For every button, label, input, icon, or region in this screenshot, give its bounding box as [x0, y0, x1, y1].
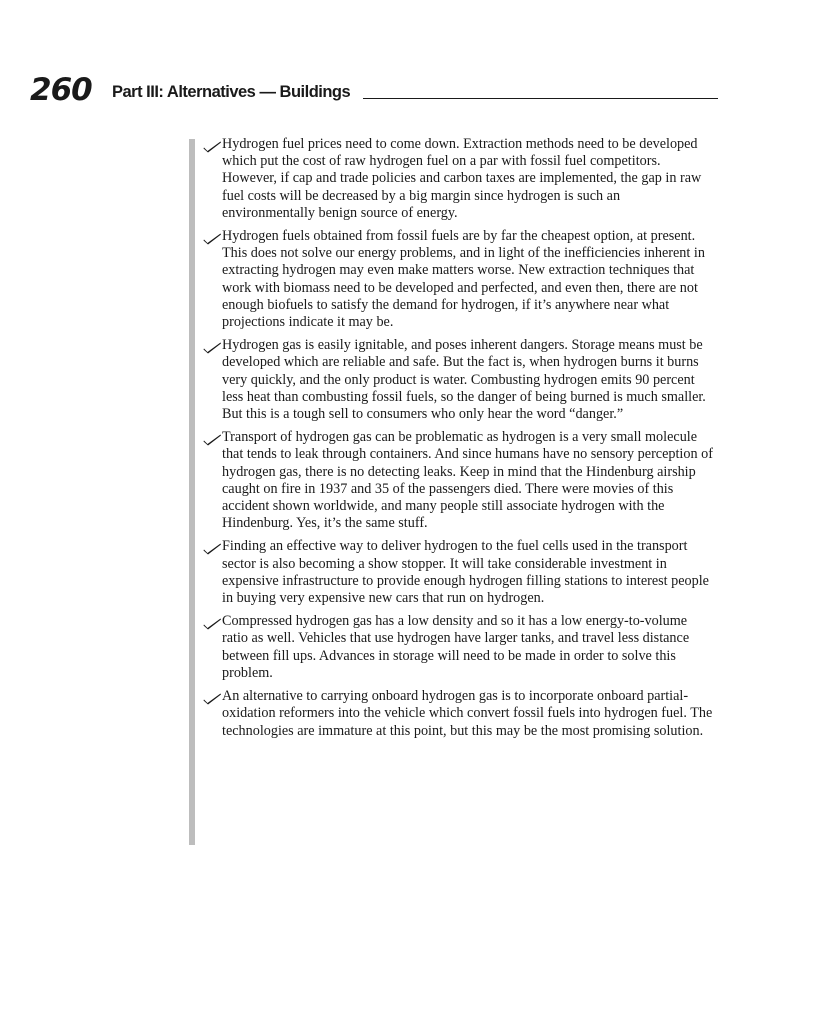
list-item-text: Finding an effective way to deliver hydrogen to the fuel cells used in the transport sector is also becoming a show stopper. It will take considerable investment in expensive infrastructure to provide enough hydrogen filling stations to interest people in buying very expensive new cars that run on hydrogen. [222, 538, 709, 607]
bullet-list [203, 136, 713, 746]
list-item [203, 613, 713, 682]
check-mark-icon [203, 140, 222, 153]
page-number: 260 [30, 72, 92, 108]
list-item-text: Hydrogen fuels obtained from fossil fuels are by far the cheapest option, at present. This does not solve our energy problems, and in light of the inefficiencies inherent in extracting hydrogen may even make matters worse. New extraction techniques that work with biomass need to be developed and perfected, and even then, there are not enough biofuels to satisfy the demand for hydrogen, if it’s anywhere near what projections indicate it may be. [222, 228, 705, 331]
check-mark-icon [203, 542, 222, 555]
check-mark-icon [203, 341, 222, 354]
list-item-text: Transport of hydrogen gas can be problematic as hydrogen is a very small molecule that tends to leak through containers. And since humans have no sensory perception of hydrogen gas, there is no detecting leaks. Keep in mind that the Hindenburg airship caught on fire in 1937 and 35 of the passengers died. There were movies of this accident shown worldwide, and many people still associate hydrogen with the Hindenburg. Yes, it’s the same stuff. [222, 429, 713, 532]
list-item-text: An alternative to carrying onboard hydrogen gas is to incorporate onboard partial-oxidation reformers into the vehicle which convert fossil fuels into hydrogen fuel. The technologies are immature at this point, but this may be the most promising solution. [222, 688, 713, 739]
list-item [203, 429, 713, 532]
list-item [203, 688, 713, 740]
list-item [203, 228, 713, 331]
header-rule [363, 98, 718, 99]
list-item [203, 136, 713, 222]
list-item [203, 337, 713, 423]
running-head: Part III: Alternatives — Buildings [112, 83, 351, 101]
check-mark-icon [203, 433, 222, 446]
list-item [203, 538, 713, 607]
sidebar-margin-bar [189, 139, 195, 845]
check-mark-icon [203, 232, 222, 245]
list-item-text: Compressed hydrogen gas has a low density and so it has a low energy-to-volume ratio as well. Vehicles that use hydrogen have larger tanks, and travel less distance between fill ups. Advances in storage will need to be made in order to solve this problem. [222, 613, 690, 681]
list-item-text: Hydrogen gas is easily ignitable, and poses inherent dangers. Storage means must be developed which are reliable and safe. But the fact is, when hydrogen burns it burns very quickly, and the only product is water. Combusting hydrogen emits 90 percent less heat than combusting fossil fuels, so the danger of being burned is much smaller. But this is a tough sell to consumers who only hear the word “danger.” [222, 337, 706, 423]
check-mark-icon [203, 617, 222, 630]
list-item-text: Hydrogen fuel prices need to come down. Extraction methods need to be developed which put the cost of raw hydrogen fuel on a par with fossil fuel competitors. However, if cap and trade policies and carbon taxes are implemented, the gap in raw fuel costs will be decreased by a big margin since hydrogen is such an environmentally benign source of energy. [222, 136, 702, 221]
check-mark-icon [203, 692, 222, 705]
